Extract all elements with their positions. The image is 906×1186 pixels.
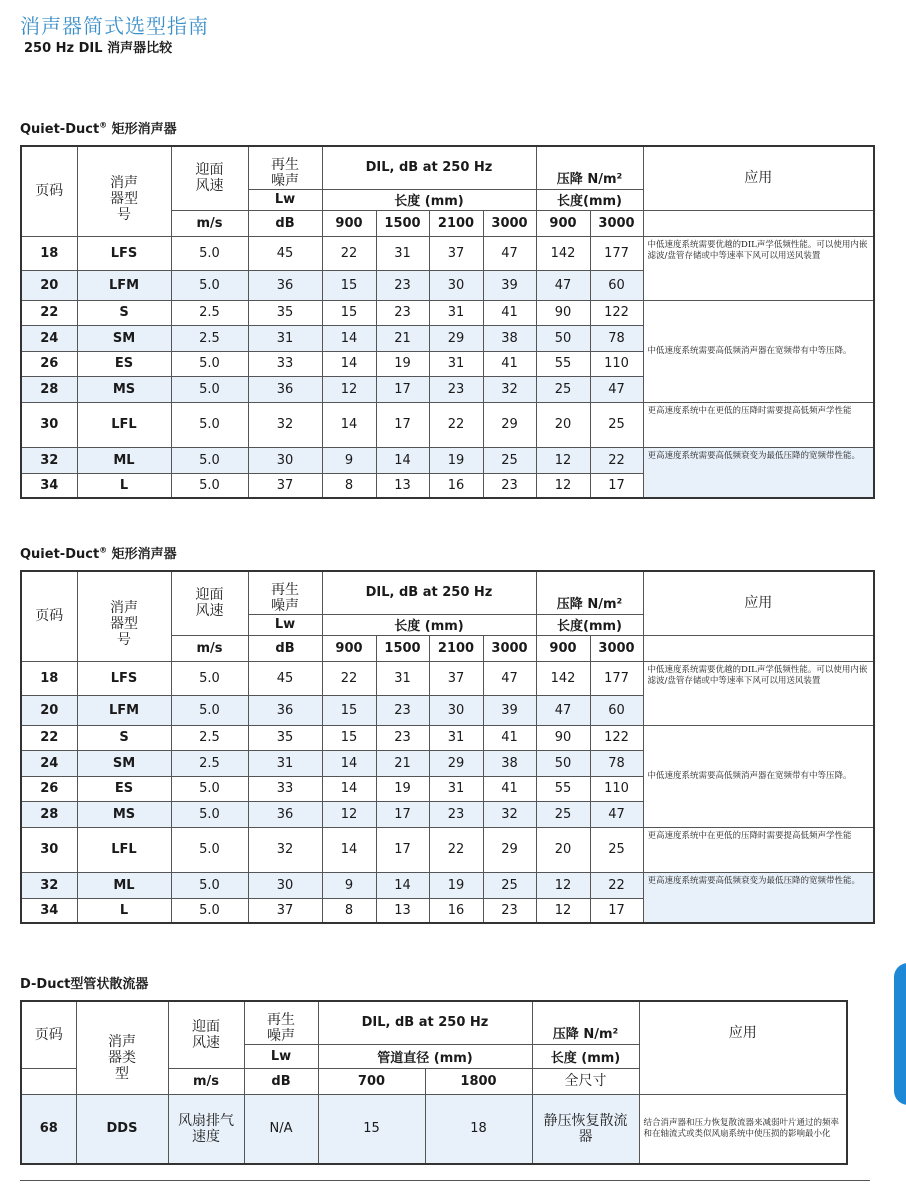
row-dil-900: 14 [322,325,376,351]
row-dil-3000: 25 [483,872,536,898]
row-speed: 5.0 [171,351,248,376]
row-regen: 32 [248,402,322,447]
dduct-row-speed-text: 风扇排气速度 [178,1112,234,1145]
row-model: LFS [77,661,171,695]
registered-mark: ® [99,120,108,130]
row-application: 中低速度系统需要高低频消声器在宽频带有中等压降。 [643,725,874,827]
row-pressure-900: 55 [536,351,590,376]
row-dil-3000: 32 [483,801,536,827]
row-dil-3000: 38 [483,750,536,776]
dduct-header-regen [244,1001,318,1044]
row-pressure-900: 50 [536,750,590,776]
row-speed: 5.0 [171,473,248,498]
dduct-header-page: 页码 [21,1001,76,1068]
dduct-header-model [76,1001,168,1094]
row-dil-900: 15 [322,695,376,725]
row-dil-3000: 29 [483,402,536,447]
header-pressure-length: 长度(mm) [536,614,643,635]
row-dil-3000: 23 [483,473,536,498]
row-dil-900: 14 [322,776,376,801]
row-pressure-3000: 47 [590,376,643,402]
row-speed: 2.5 [171,725,248,750]
header-page: 页码 [21,571,77,661]
row-application: 更高速度系统中在更低的压降时需要提高低频声学性能 [643,827,874,872]
pressure-length-3000: 3000 [590,210,643,236]
row-speed: 5.0 [171,402,248,447]
row-dil-1500: 17 [376,376,429,402]
header-pressure: 压降 N/m² [536,571,643,614]
row-dil-2100: 29 [429,750,483,776]
registered-mark: ® [99,545,108,555]
row-pressure-900: 90 [536,725,590,750]
spec-table-1 [20,145,875,499]
row-regen: 32 [248,827,322,872]
row-dil-1500: 17 [376,827,429,872]
row-application: 中低速度系统需要优越的DIL声学低频性能。可以使用内嵌滤波/盘管存储或中等速率下风可以用送风装置 [643,236,874,300]
row-regen: 31 [248,325,322,351]
row-page: 34 [21,898,77,923]
row-dil-2100: 31 [429,776,483,801]
row-dil-2100: 16 [429,473,483,498]
pressure-length-3000: 3000 [590,635,643,661]
table-row [21,725,874,750]
row-dil-1500: 19 [376,351,429,376]
row-dil-900: 14 [322,827,376,872]
row-dil-2100: 30 [429,695,483,725]
row-dil-900: 12 [322,801,376,827]
row-regen: 45 [248,661,322,695]
header-model [77,146,171,236]
row-dil-2100: 23 [429,376,483,402]
dduct-row-speed [168,1094,244,1164]
row-pressure-900: 12 [536,447,590,473]
row-pressure-900: 12 [536,898,590,923]
row-pressure-3000: 177 [590,236,643,270]
row-speed: 5.0 [171,801,248,827]
row-dil-900: 8 [322,473,376,498]
row-pressure-900: 20 [536,827,590,872]
row-dil-2100: 23 [429,801,483,827]
row-pressure-3000: 47 [590,801,643,827]
dduct-row-dil-700: 15 [318,1094,425,1164]
dduct-header-dil: DIL, dB at 250 Hz [318,1001,532,1044]
row-model: ML [77,872,171,898]
row-dil-2100: 31 [429,351,483,376]
dduct-header-page-blank [21,1068,76,1094]
row-regen: 36 [248,270,322,300]
row-speed: 2.5 [171,750,248,776]
dduct-row-regen: N/A [244,1094,318,1164]
header-model [77,571,171,661]
row-speed: 5.0 [171,236,248,270]
dduct-diameter-700: 700 [318,1068,425,1094]
row-dil-2100: 37 [429,661,483,695]
table-row [21,236,874,270]
row-page: 32 [21,447,77,473]
row-dil-900: 9 [322,447,376,473]
row-model: ES [77,776,171,801]
row-dil-1500: 31 [376,236,429,270]
dduct-row-pressure-text: 静压恢复散流器 [543,1112,628,1145]
row-dil-900: 9 [322,872,376,898]
row-dil-2100: 22 [429,402,483,447]
dil-length-2100: 2100 [429,635,483,661]
row-dil-900: 14 [322,402,376,447]
row-dil-900: 14 [322,750,376,776]
row-dil-3000: 39 [483,270,536,300]
header-app-blank [643,210,874,236]
row-speed: 2.5 [171,300,248,325]
spec-table-2 [20,570,875,924]
row-dil-3000: 32 [483,376,536,402]
header-length: 长度 (mm) [322,189,536,210]
row-application: 更高速度系统需要高低频衰变为最低压降的宽频带性能。 [643,872,874,923]
row-regen: 45 [248,236,322,270]
row-model: LFS [77,236,171,270]
row-speed: 5.0 [171,776,248,801]
header-speed [171,571,248,635]
dduct-row-app: 结合消声器和压力恢复散流器来减弱叶片通过的频率和在轴流式或类似风扇系统中使压损的影响最小化 [639,1094,847,1164]
page-bottom-rule [20,1180,870,1181]
header-regen-text: 再生噪声 [271,156,299,189]
header-dil: DIL, dB at 250 Hz [322,571,536,614]
dduct-header-model-text: 消声器类型 [108,1033,136,1082]
row-speed: 5.0 [171,898,248,923]
dduct-row-pressure [532,1094,639,1164]
row-pressure-900: 47 [536,695,590,725]
row-page: 18 [21,661,77,695]
row-application: 中低速度系统需要优越的DIL声学低频性能。可以使用内嵌滤波/盘管存储或中等速率下风可以用送风装置 [643,661,874,725]
page-title: 消声器简式选型指南 [20,14,209,38]
row-dil-3000: 41 [483,300,536,325]
row-pressure-900: 90 [536,300,590,325]
section-heading-brand: Quiet-Duct [20,122,100,137]
header-regen-text: 再生噪声 [271,581,299,614]
row-dil-1500: 13 [376,473,429,498]
dduct-row-page: 68 [21,1094,76,1164]
dduct-header-lw: Lw [244,1044,318,1068]
pressure-length-900: 900 [536,210,590,236]
header-dil: DIL, dB at 250 Hz [322,146,536,189]
row-pressure-3000: 122 [590,725,643,750]
header-app: 应用 [643,146,874,210]
row-dil-1500: 23 [376,300,429,325]
row-regen: 35 [248,300,322,325]
row-regen: 30 [248,872,322,898]
row-dil-1500: 17 [376,402,429,447]
row-pressure-3000: 60 [590,270,643,300]
table-row [21,872,874,898]
row-page: 24 [21,325,77,351]
row-dil-2100: 16 [429,898,483,923]
header-model-text: 消声器型号 [110,175,138,224]
row-dil-1500: 14 [376,872,429,898]
unit-db: dB [248,210,322,236]
row-regen: 36 [248,376,322,402]
row-regen: 37 [248,898,322,923]
row-dil-3000: 41 [483,725,536,750]
row-dil-900: 15 [322,300,376,325]
row-pressure-900: 25 [536,801,590,827]
row-speed: 5.0 [171,872,248,898]
section-heading-suffix: 矩形消声器 [107,122,177,137]
row-model: LFL [77,827,171,872]
section-heading-3: D-Duct型管状散流器 [20,977,149,992]
row-pressure-900: 47 [536,270,590,300]
row-dil-3000: 23 [483,898,536,923]
header-page: 页码 [21,146,77,236]
pressure-length-900: 900 [536,635,590,661]
header-pressure: 压降 N/m² [536,146,643,189]
row-application: 中低速度系统需要高低频消声器在宽频带有中等压降。 [643,300,874,402]
dil-length-900: 900 [322,635,376,661]
row-dil-1500: 14 [376,447,429,473]
row-dil-2100: 30 [429,270,483,300]
row-page: 30 [21,827,77,872]
row-model: S [77,300,171,325]
row-page: 26 [21,776,77,801]
row-regen: 36 [248,801,322,827]
header-app: 应用 [643,571,874,635]
row-pressure-900: 142 [536,661,590,695]
unit-db: dB [248,635,322,661]
row-pressure-900: 142 [536,236,590,270]
row-model: LFL [77,402,171,447]
row-model: L [77,898,171,923]
dil-length-3000: 3000 [483,210,536,236]
row-page: 20 [21,695,77,725]
dduct-row-dil-1800: 18 [425,1094,532,1164]
dil-length-3000: 3000 [483,635,536,661]
row-dil-3000: 38 [483,325,536,351]
row-dil-2100: 29 [429,325,483,351]
row-application: 更高速度系统需要高低频衰变为最低压降的宽频带性能。 [643,447,874,498]
row-regen: 36 [248,695,322,725]
row-pressure-3000: 60 [590,695,643,725]
row-dil-1500: 23 [376,725,429,750]
row-dil-1500: 23 [376,270,429,300]
dduct-table [20,1000,848,1165]
dduct-header-pressure: 压降 N/m² [532,1001,639,1044]
row-dil-1500: 19 [376,776,429,801]
row-pressure-3000: 177 [590,661,643,695]
row-dil-2100: 31 [429,300,483,325]
row-model: SM [77,750,171,776]
row-dil-2100: 22 [429,827,483,872]
row-pressure-3000: 78 [590,750,643,776]
row-pressure-3000: 122 [590,300,643,325]
row-dil-900: 22 [322,661,376,695]
dduct-header-speed [168,1001,244,1068]
row-page: 26 [21,351,77,376]
table-row [21,300,874,325]
row-dil-1500: 21 [376,325,429,351]
dil-length-1500: 1500 [376,635,429,661]
row-page: 30 [21,402,77,447]
row-pressure-900: 55 [536,776,590,801]
row-dil-900: 15 [322,725,376,750]
row-page: 28 [21,801,77,827]
row-dil-900: 12 [322,376,376,402]
row-model: LFM [77,695,171,725]
row-regen: 35 [248,725,322,750]
row-dil-1500: 21 [376,750,429,776]
row-pressure-3000: 25 [590,827,643,872]
row-dil-3000: 47 [483,661,536,695]
dduct-diameter-1800: 1800 [425,1068,532,1094]
side-nav-tab[interactable] [894,963,906,1105]
row-dil-3000: 25 [483,447,536,473]
row-pressure-900: 20 [536,402,590,447]
row-dil-900: 15 [322,270,376,300]
dil-length-1500: 1500 [376,210,429,236]
dduct-unit-db: dB [244,1068,318,1094]
row-pressure-3000: 22 [590,872,643,898]
row-model: LFM [77,270,171,300]
row-pressure-3000: 17 [590,473,643,498]
header-pressure-length: 长度(mm) [536,189,643,210]
row-dil-1500: 17 [376,801,429,827]
row-speed: 5.0 [171,270,248,300]
row-pressure-900: 12 [536,473,590,498]
row-regen: 31 [248,750,322,776]
row-pressure-3000: 110 [590,776,643,801]
header-speed-text: 迎面风速 [195,162,224,195]
section-heading-1 [20,118,177,137]
page-subtitle: 250 Hz DIL 消声器比较 [24,41,173,56]
row-page: 22 [21,725,77,750]
row-pressure-3000: 17 [590,898,643,923]
row-regen: 30 [248,447,322,473]
row-page: 32 [21,872,77,898]
row-dil-3000: 41 [483,776,536,801]
row-dil-3000: 39 [483,695,536,725]
unit-speed: m/s [171,210,248,236]
row-model: S [77,725,171,750]
row-dil-2100: 31 [429,725,483,750]
header-lw: Lw [248,614,322,635]
row-speed: 5.0 [171,447,248,473]
row-regen: 33 [248,776,322,801]
row-page: 22 [21,300,77,325]
row-model: MS [77,376,171,402]
row-model: SM [77,325,171,351]
row-application: 更高速度系统中在更低的压降时需要提高低频声学性能 [643,402,874,447]
header-model-text: 消声器型号 [110,600,138,649]
header-length: 长度 (mm) [322,614,536,635]
row-pressure-900: 12 [536,872,590,898]
table-row [21,827,874,872]
table-row [21,661,874,695]
section-heading-suffix: 矩形消声器 [107,547,177,562]
row-model: MS [77,801,171,827]
row-dil-1500: 13 [376,898,429,923]
row-model: ES [77,351,171,376]
row-page: 28 [21,376,77,402]
row-speed: 5.0 [171,827,248,872]
dduct-header-diameter: 管道直径 (mm) [318,1044,532,1068]
row-speed: 5.0 [171,695,248,725]
row-dil-3000: 47 [483,236,536,270]
dduct-unit-speed: m/s [168,1068,244,1094]
row-pressure-900: 25 [536,376,590,402]
row-dil-3000: 41 [483,351,536,376]
row-dil-3000: 29 [483,827,536,872]
dduct-header-app: 应用 [639,1001,847,1094]
dduct-header-speed-text: 迎面风速 [192,1018,220,1051]
dduct-row-model: DDS [76,1094,168,1164]
row-speed: 5.0 [171,661,248,695]
row-dil-2100: 19 [429,447,483,473]
dduct-header-regen-text: 再生噪声 [267,1011,295,1044]
section-heading-2 [20,543,177,562]
header-regen [248,571,322,614]
header-app-blank [643,635,874,661]
row-dil-1500: 23 [376,695,429,725]
row-dil-1500: 31 [376,661,429,695]
section-heading-brand: Quiet-Duct [20,547,100,562]
row-dil-900: 8 [322,898,376,923]
header-speed-text: 迎面风速 [195,587,224,620]
row-dil-2100: 37 [429,236,483,270]
row-pressure-900: 50 [536,325,590,351]
row-model: ML [77,447,171,473]
dil-length-2100: 2100 [429,210,483,236]
row-page: 18 [21,236,77,270]
dil-length-900: 900 [322,210,376,236]
header-speed [171,146,248,210]
table-row [21,402,874,447]
dduct-header-pressure-length: 长度 (mm) [532,1044,639,1068]
row-speed: 2.5 [171,325,248,351]
row-dil-900: 14 [322,351,376,376]
row-page: 34 [21,473,77,498]
header-lw: Lw [248,189,322,210]
dduct-full-size: 全尺寸 [532,1068,639,1094]
row-pressure-3000: 22 [590,447,643,473]
unit-speed: m/s [171,635,248,661]
row-pressure-3000: 78 [590,325,643,351]
row-page: 24 [21,750,77,776]
row-pressure-3000: 110 [590,351,643,376]
row-dil-900: 22 [322,236,376,270]
row-regen: 37 [248,473,322,498]
row-model: L [77,473,171,498]
table-row [21,447,874,473]
row-speed: 5.0 [171,376,248,402]
row-page: 20 [21,270,77,300]
row-dil-2100: 19 [429,872,483,898]
header-regen [248,146,322,189]
row-regen: 33 [248,351,322,376]
row-pressure-3000: 25 [590,402,643,447]
